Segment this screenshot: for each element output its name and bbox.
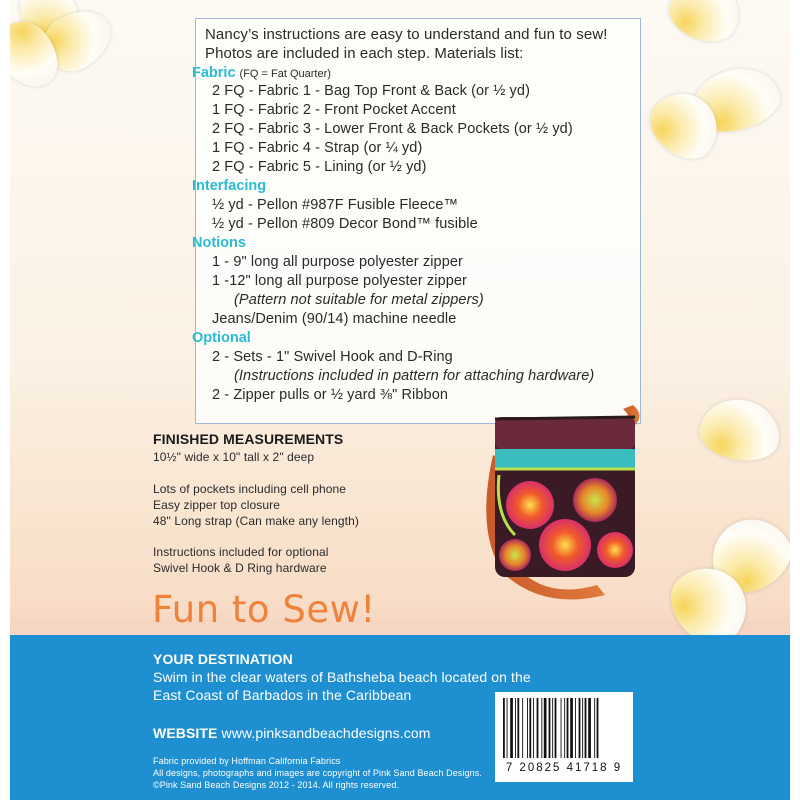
barcode-bar	[579, 698, 581, 758]
barcode-bar	[549, 698, 551, 758]
fun-to-sew-tagline: Fun to Sew!	[152, 588, 376, 631]
barcode-bar	[517, 698, 519, 758]
notions-heading: Notions	[192, 235, 246, 251]
upc-barcode	[495, 692, 633, 782]
barcode-bar	[561, 698, 562, 758]
barcode-bar	[597, 698, 599, 758]
destination-line-2: East Coast of Barbados in the Caribbean	[153, 687, 412, 703]
fabric-heading: Fabric (FQ = Fat Quarter)	[192, 65, 331, 81]
destination-bar	[10, 635, 790, 800]
notions-item-1: 1 - 9" long all purpose polyester zipper	[212, 254, 463, 270]
finished-heading: FINISHED MEASUREMENTS	[153, 431, 344, 447]
barcode-bar	[537, 698, 539, 758]
barcode-bar	[533, 698, 534, 758]
optional-heading: Optional	[192, 330, 251, 346]
interfacing-item-1: ½ yd - Pellon #987F Fusible Fleece™	[212, 197, 459, 213]
barcode-bar	[552, 698, 553, 758]
flower-top-left	[10, 0, 120, 95]
barcode-bar	[541, 698, 542, 758]
notions-item-3: (Pattern not suitable for metal zippers)	[234, 292, 484, 308]
barcode-bar	[588, 698, 591, 758]
barcode-bar	[570, 698, 573, 758]
barcode-bar	[515, 698, 516, 758]
barcode-bar	[544, 698, 547, 758]
barcode-bar	[582, 698, 583, 758]
intro-line-1: Nancy’s instructions are easy to understand and fun to sew!	[205, 26, 608, 43]
notions-item-2: 1 -12" long all purpose polyester zipper	[212, 273, 467, 289]
fabric-note: (FQ = Fat Quarter)	[239, 68, 331, 80]
barcode-bar	[555, 698, 557, 758]
flower-top-right	[630, 0, 790, 180]
interfacing-heading: Interfacing	[192, 178, 267, 194]
barcode-bar	[585, 698, 587, 758]
barcode-bar	[564, 698, 565, 758]
fabric-item-3: 2 FQ - Fabric 3 - Lower Front & Back Pockets (or ½ yd)	[212, 121, 573, 137]
website-line	[153, 725, 431, 741]
notions-item-4: Jeans/Denim (90/14) machine needle	[212, 311, 457, 327]
destination-heading: YOUR DESTINATION	[153, 651, 293, 667]
barcode-bar	[529, 698, 531, 758]
website-label: WEBSITE	[153, 725, 218, 741]
barcode-bars	[503, 698, 625, 758]
optional-item-2: (Instructions included in pattern for attaching hardware)	[234, 368, 595, 384]
fabric-item-2: 1 FQ - Fabric 2 - Front Pocket Accent	[212, 102, 456, 118]
barcode-bar	[503, 698, 505, 758]
pattern-back-cover	[10, 0, 790, 800]
barcode-bar	[507, 698, 508, 758]
barcode-bar	[567, 698, 569, 758]
footer-line-2: All designs, photographs and images are copyright of Pink Sand Beach Designs.	[153, 768, 482, 778]
hardware-line-1: Instructions included for optional	[153, 545, 329, 559]
fabric-item-4: 1 FQ - Fabric 4 - Strap (or ¼ yd)	[212, 140, 423, 156]
fabric-item-1: 2 FQ - Fabric 1 - Bag Top Front & Back (or ½ yd)	[212, 83, 531, 99]
footer-line-3: ©Pink Sand Beach Designs 2012 - 2014. All rights reserved.	[153, 780, 400, 790]
barcode-bar	[510, 698, 513, 758]
barcode-digits: 7 20825 41718 9	[505, 762, 623, 774]
website-url[interactable]: www.pinksandbeachdesigns.com	[221, 725, 431, 741]
optional-item-1: 2 - Sets - 1" Swivel Hook and D-Ring	[212, 349, 453, 365]
feature-3: 48" Long strap (Can make any length)	[153, 514, 359, 528]
intro-line-2: Photos are included in each step. Materials list:	[205, 45, 524, 62]
flower-right	[650, 400, 790, 650]
hardware-line-2: Swivel Hook & D Ring hardware	[153, 561, 327, 575]
bag-photo	[485, 405, 655, 635]
finished-size: 10½" wide x 10" tall x 2" deep	[153, 450, 315, 464]
interfacing-item-2: ½ yd - Pellon #809 Decor Bond™ fusible	[212, 216, 478, 232]
feature-1: Lots of pockets including cell phone	[153, 482, 347, 496]
footer-line-1: Fabric provided by Hoffman California Fabrics	[153, 756, 341, 766]
feature-2: Easy zipper top closure	[153, 498, 281, 512]
barcode-bar	[522, 698, 523, 758]
fabric-item-5: 2 FQ - Fabric 5 - Lining (or ½ yd)	[212, 159, 427, 175]
destination-line-1: Swim in the clear waters of Bathsheba beach located on the	[153, 669, 531, 685]
barcode-bar	[594, 698, 595, 758]
barcode-bar	[527, 698, 528, 758]
barcode-bar	[575, 698, 576, 758]
optional-item-3: 2 - Zipper pulls or ½ yard ⅜" Ribbon	[212, 387, 449, 403]
